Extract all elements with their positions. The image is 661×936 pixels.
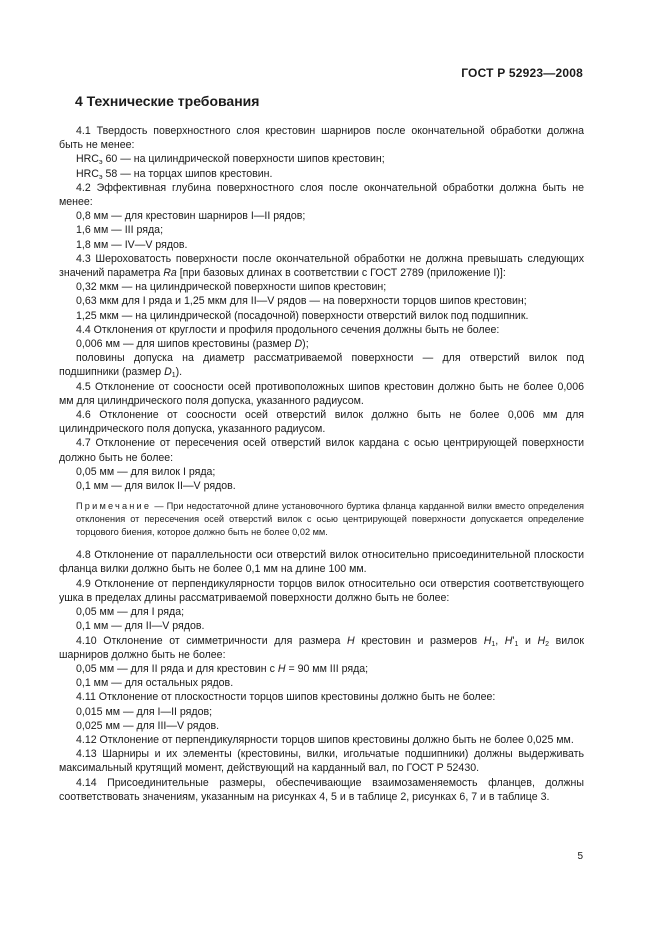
paragraph-4-14: 4.14 Присоединительные размеры, обеспечивающие взаимозаменяемость фланцев, должны соответствовать значениям, указанным на рисунках 4, 5 и в таблице 2, рисунках 6, 7 и в таблице 3. <box>59 776 584 803</box>
paragraph-4-4: 4.4 Отклонения от круглости и профиля продольного сечения должны быть не более: <box>76 323 500 336</box>
page-number: 5 <box>577 851 583 862</box>
paragraph-4-6: 4.6 Отклонение от соосности осей отверстий вилок должно быть не более 0,006 мм для цилиндрического поля допуска, указанного радиусом. <box>59 409 584 436</box>
list-item-4-4-a: 0,006 мм — для шипов крестовины (размер D); <box>76 338 309 351</box>
document-body <box>59 124 584 804</box>
list-item-4-11-b: 0,025 мм — для III—V рядов. <box>76 719 220 732</box>
note-label: Примечание <box>76 501 152 512</box>
list-item-4-7-a: 0,05 мм — для вилок I ряда; <box>76 465 216 478</box>
list-item-4-10-a: 0,05 мм — для II ряда и для крестовин с H = 90 мм III ряда; <box>76 662 369 675</box>
section-title: 4 Технические требования <box>75 93 260 109</box>
list-item-4-7-b: 0,1 мм — для вилок II—V рядов. <box>76 480 236 493</box>
list-item-4-2-a: 0,8 мм — для крестовин шарниров I—II рядов; <box>76 210 306 223</box>
list-item-4-9-a: 0,05 мм — для I ряда; <box>76 606 185 619</box>
list-item-4-3-a: 0,32 мкм — на цилиндрической поверхности шипов крестовин; <box>76 281 387 294</box>
paragraph-4-9: 4.9 Отклонение от перпендикулярности торцов вилок относительно оси отверстия соответствующего ушка в пределах длины рассматриваемой поверхности должно быть не более: <box>59 577 584 604</box>
note <box>59 500 584 539</box>
list-item-4-11-a: 0,015 мм — для I—II рядов; <box>76 705 213 718</box>
list-item-4-9-b: 0,1 мм — для II—V рядов. <box>76 620 205 633</box>
list-item-4-3-b: 0,63 мкм для I ряда и 1,25 мкм для II—V рядов — на поверхности торцов шипов крестовин; <box>76 295 527 308</box>
paragraph-4-11: 4.11 Отклонение от плоскостности торцов шипов крестовины должно быть не более: <box>76 691 496 704</box>
list-item-4-2-c: 1,8 мм — IV—V рядов. <box>76 238 188 251</box>
standard-header: ГОСТ Р 52923—2008 <box>461 66 583 80</box>
paragraph-4-10: 4.10 Отклонение от симметричности для размера H крестовин и размеров $H_1$, $H'_1$ и $H_2$ вилок шарниров должно быть не более: <box>59 634 585 661</box>
paragraph-4-13: 4.13 Шарниры и их элементы (крестовины, вилки, игольчатые подшипники) должны выдерживать максимальный крутящий момент, действующий на карданный вал, по ГОСТ Р 52430. <box>59 748 584 775</box>
paragraph-4-5: 4.5 Отклонение от соосности осей противоположных шипов крестовин должно быть не более 0,006 мм для цилиндрического поля допуска, указанного радиусом. <box>59 380 584 407</box>
list-item-4-1-b: $HRC_э$ 58 — на торцах шипов крестовин. <box>76 167 273 181</box>
paragraph-4-2: 4.2 Эффективная глубина поверхностного слоя после окончательной обработки должна быть не менее: <box>59 181 584 209</box>
list-item-4-3-c: 1,25 мкм — на цилиндрической (посадочной) поверхности отверстий вилок под подшипник. <box>76 309 529 322</box>
list-item-4-2-b: 1,6 мм — III ряда; <box>76 224 164 237</box>
paragraph-4-3: 4.3 Шероховатость поверхности после окончательной обработки не должна превышать следующих значений параметра Ra [при базовых длинах в соответствии с ГОСТ 2789 (приложение I)]: <box>59 252 584 280</box>
list-item-4-1-a: $HRC_э$ 60 — на цилиндрической поверхности шипов крестовин; <box>76 153 385 167</box>
list-item-4-10-b: 0,1 мм — для остальных рядов. <box>76 677 234 690</box>
paragraph-4-1: 4.1 Твердость поверхностного слоя крестовин шарниров после окончательной обработки должна быть не менее: <box>59 125 584 152</box>
note-text: — При недостаточной длине установочного буртика фланца карданной вилки вместо определения отклонения от пересечения осей отверстий вилок с осью центрирующей поверхности допускается определение торцового биения, которое должно быть не более 0,02 мм. <box>76 501 584 538</box>
paragraph-4-12: 4.12 Отклонение от перпендикулярности торцов шипов крестовины должно быть не более 0,025 мм. <box>76 733 574 746</box>
list-item-4-4-b: половины допуска на диаметр рассматриваемой поверхности — для отверстий вилок под подшипники (размер $D_1$). <box>59 352 584 380</box>
paragraph-4-8: 4.8 Отклонение от параллельности оси отверстий вилок относительно присоединительной плоскости фланца вилки должно быть не более 0,1 мм на длине 100 мм. <box>59 549 584 576</box>
paragraph-4-7: 4.7 Отклонение от пересечения осей отверстий вилок кардана с осью центрирующей поверхности должно быть не более: <box>59 437 584 464</box>
